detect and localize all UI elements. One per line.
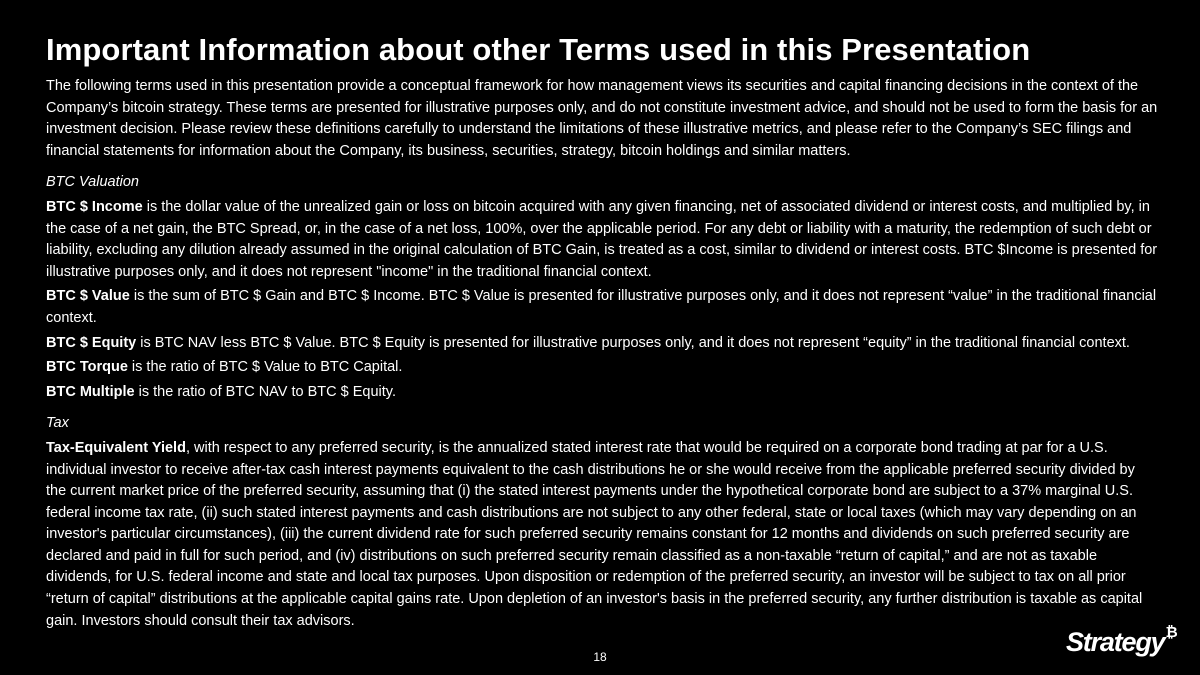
page-number: 18 [593, 650, 607, 664]
section-heading-tax: Tax [46, 415, 69, 432]
section-heading-btc-valuation: BTC Valuation [46, 174, 139, 191]
definition-btc-multiple [46, 382, 1158, 404]
definition-btc-equity [46, 333, 1158, 355]
term-label: BTC Multiple [46, 383, 135, 400]
term-label: BTC Torque [46, 359, 128, 376]
definition-tax-equivalent-yield [46, 438, 1158, 632]
term-label: Tax-Equivalent Yield [46, 439, 186, 456]
term-label: BTC $ Income [46, 198, 143, 215]
term-text: , with respect to any preferred security, is the annualized stated interest rate that would be required on a corporate bond trading at par for a U.S. individual investor to receive after-tax cash interest payments equivalent to the cash distributions he or she would receive from the applicable preferred security divided by the current market price of the preferred security, assuming that (i) the stated interest payments under the hypothetical corporate bond are subject to a 37% marginal U.S. federal income tax rate, (ii) such stated interest payments and cash distributions are not subject to any other federal, state or local taxes (which may vary depending on an investor's particular circumstances), (iii) the current dividend rate for such preferred security remains constant for 12 months and dividends on such preferred security are declared and paid in full for such period, and (iv) distributions on such preferred security remain classified as a non-taxable “return of capital,” and are not as taxable dividends, for U.S. federal income and state and local tax purposes. Upon disposition or redemption of the preferred security, an investor will be subject to tax on all prior “return of capital” distributions at the applicable capital gains rate. Upon depletion of an investor's basis in the preferred security, any further distribution is taxable as capital gain. Investors should consult their tax advisors. [46, 439, 1143, 629]
bitcoin-icon: ₿ [1165, 624, 1178, 641]
intro-paragraph: The following terms used in this presentation provide a conceptual framework for how management views its securities and capital financing decisions in the context of the Company’s bitcoin strategy. These terms are presented for illustrative purposes only, and do not constitute investment advice, and should not be used to form the basis for an investment decision. Please review these definitions carefully to understand the limitations of these illustrative metrics, and please refer to the Company’s SEC filings and financial statements for information about the Company, its business, securities, strategy, bitcoin holdings and similar matters. [46, 78, 1158, 159]
term-text: is BTC NAV less BTC $ Value. BTC $ Equity is presented for illustrative purposes only, and it does not represent “equity” in the traditional financial context. [136, 334, 1130, 351]
definition-btc-torque [46, 357, 1158, 379]
strategy-logo [1066, 624, 1178, 660]
logo-wordmark: Strategy [1066, 627, 1165, 657]
term-text: is the dollar value of the unrealized gain or loss on bitcoin acquired with any given financing, net of associated dividend or interest costs, and multiplied by, in the case of a net gain, the BTC Spread, or, in the case of a net loss, 100%, over the applicable period. For any debt or liability with a maturity, the redemption of such debt or liability, excluding any dilution already assumed in the original calculation of BTC Gain, is treated as a cost, similar to dividend or interest costs. BTC $Income is presented for illustrative purposes only, and it does not represent "income" in the traditional financial context. [46, 198, 1158, 280]
term-text: is the sum of BTC $ Gain and BTC $ Income. BTC $ Value is presented for illustrative purposes only, and it does not represent “value” in the traditional financial context. [46, 288, 1157, 326]
definition-btc-value [46, 286, 1158, 329]
term-text: is the ratio of BTC NAV to BTC $ Equity. [134, 383, 396, 400]
definition-btc-income [46, 197, 1158, 283]
page-title: Important Information about other Terms used in this Presentation [46, 32, 1031, 67]
term-label: BTC $ Equity [46, 334, 137, 351]
section-spacer [46, 406, 1158, 413]
term-text: is the ratio of BTC $ Value to BTC Capital. [127, 359, 403, 376]
slide-content [46, 30, 1158, 635]
term-label: BTC $ Value [46, 288, 130, 305]
